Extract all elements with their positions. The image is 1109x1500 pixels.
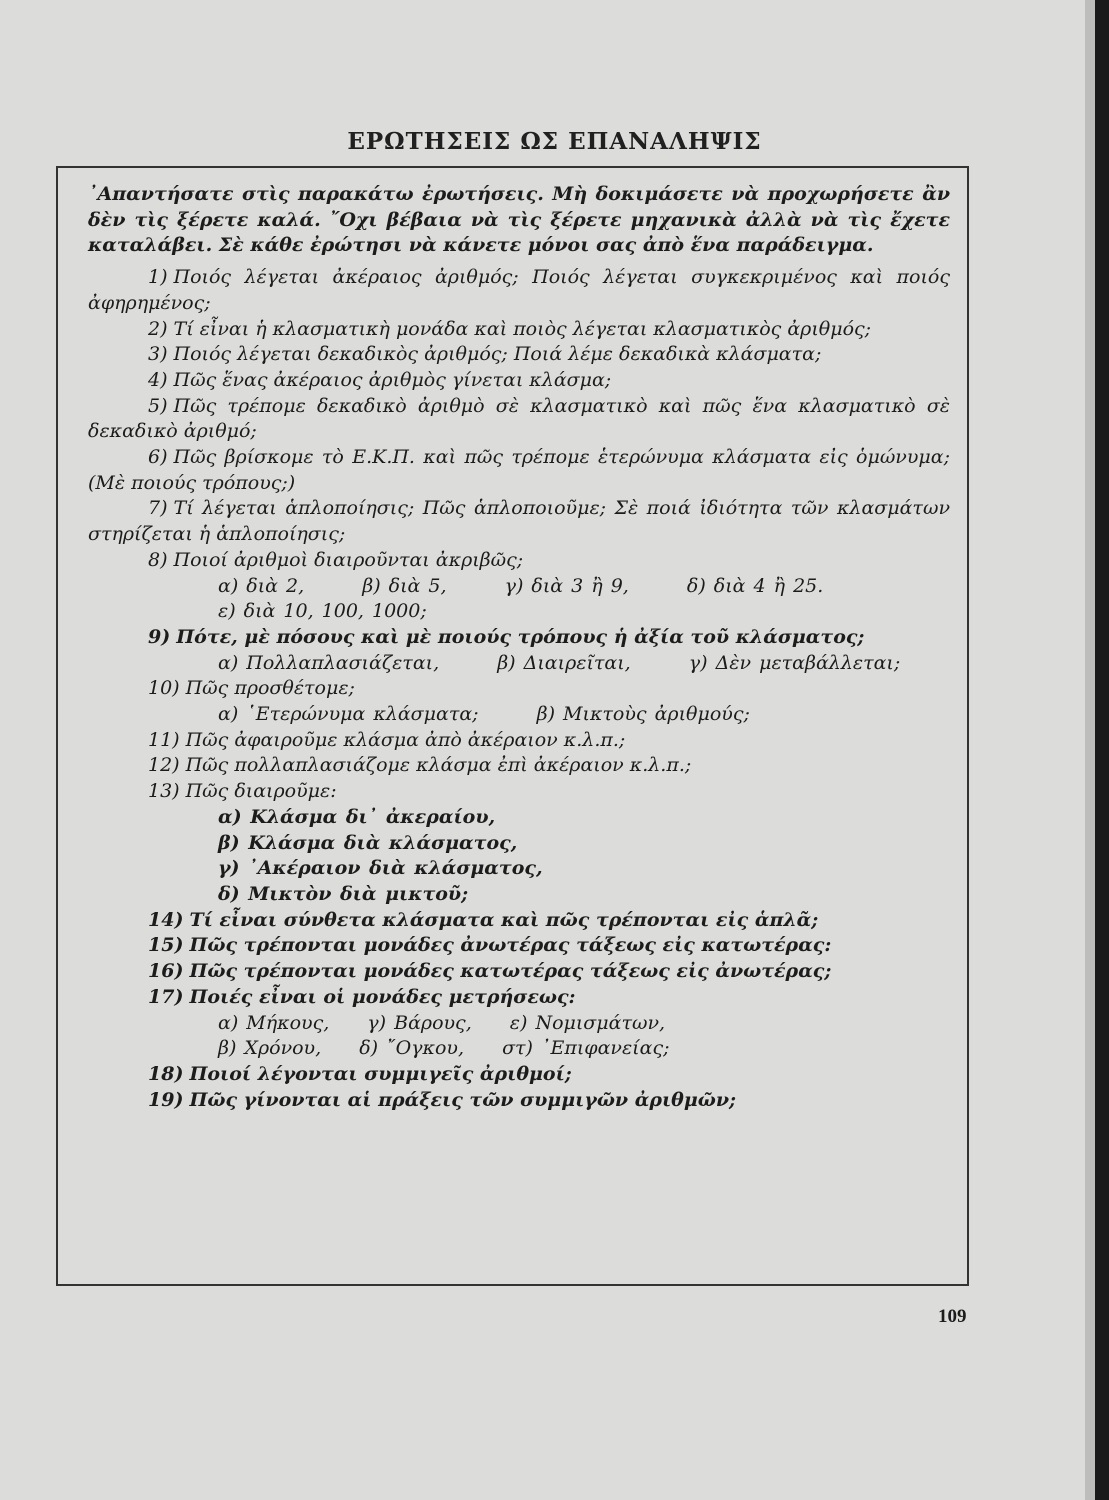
question-number: 16) — [148, 960, 184, 983]
option: δ) διὰ 4 ἢ 25. — [686, 574, 824, 597]
question-number: 1) — [148, 266, 168, 289]
page-title: ΕΡΩΤΗΣΕΙΣ ΩΣ ΕΠΑΝΑΛΗΨΙΣ — [347, 128, 762, 155]
question-14 — [88, 908, 950, 934]
q8-options-2 — [218, 599, 950, 625]
option: γ) Δὲν μεταβάλλεται; — [688, 651, 901, 674]
q17-options-row1 — [218, 1011, 950, 1037]
question-number: 5) — [148, 394, 168, 417]
question-text: Πῶς τρέπομε δεκαδικὸ ἀριθμὸ σὲ κλασματικὸ καὶ πῶς ἕνα κλασματικὸ σὲ δεκαδικὸ ἀριθμό; — [88, 394, 950, 443]
question-text: Ποιός λέγεται ἀκέραιος ἀριθμός; Ποιός λέγεται συγκεκριμένος καὶ ποιός ἀφηρημένος; — [88, 266, 950, 314]
question-5 — [88, 394, 950, 445]
question-text: Ποιοί λέγονται συμμιγεῖς ἀριθμοί; — [189, 1062, 572, 1085]
question-text: Πῶς γίνονται αἱ πράξεις τῶν συμμιγῶν ἀριθμῶν; — [189, 1088, 737, 1111]
question-number: 12) — [148, 754, 180, 777]
question-12 — [88, 753, 950, 779]
question-10 — [88, 676, 950, 702]
question-number: 15) — [148, 934, 184, 957]
question-number: 17) — [148, 985, 184, 1008]
question-19 — [88, 1088, 950, 1114]
option: ε) Νομισμάτων, — [509, 1011, 666, 1034]
question-number: 18) — [148, 1062, 184, 1085]
question-text: Πότε, μὲ πόσους καὶ μὲ ποιούς τρόπους ἡ ἀξία τοῦ κλάσματος; — [176, 625, 865, 648]
question-number: 11) — [148, 728, 180, 751]
option: α) ῾Ετερώνυμα κλάσματα; — [218, 703, 479, 726]
question-text: Ποιοί ἀριθμοὶ διαιροῦνται ἀκριβῶς; — [173, 548, 524, 571]
option: α) Πολλαπλασιάζεται, — [218, 651, 440, 674]
question-number: 19) — [148, 1088, 184, 1111]
q8-options — [218, 574, 950, 600]
question-11 — [88, 728, 950, 754]
option: γ) Βάρους, — [367, 1011, 472, 1034]
q9-options — [218, 651, 950, 677]
question-number: 3) — [148, 343, 168, 366]
question-13 — [88, 779, 950, 805]
question-text: Ποιός λέγεται δεκαδικὸς ἀριθμός; Ποιά λέμε δεκαδικὰ κλάσματα; — [173, 343, 822, 366]
question-text: Τί λέγεται ἁπλοποίησις; Πῶς ἁπλοποιοῦμε; Σὲ ποιά ἰδιότητα τῶν κλασμάτων στηρίζεται ἡ ἁπλοποίησις; — [88, 497, 950, 546]
option: γ) διὰ 3 ἢ 9, — [504, 574, 629, 597]
question-number: 6) — [148, 446, 168, 469]
intro-paragraph: ᾽Απαντήσατε στὶς παρακάτω ἐρωτήσεις. Μὴ δοκιμάσετε νὰ προχωρήσετε ἂν δὲν τὶς ξέρετε καλά. ῎Οχι βέβαια νὰ τὶς ξέρετε μηχανικὰ ἀλλὰ νὰ τὶς ἔχετε καταλάβει. Σὲ κάθε ἐρώτησι νὰ κάνετε μόνοι σας ἀπὸ ἕνα παράδειγμα. — [88, 183, 950, 257]
question-number: 2) — [148, 317, 168, 340]
option: α) Μήκους, — [218, 1011, 330, 1034]
option: β) διὰ 5, — [362, 574, 447, 597]
question-18 — [88, 1062, 950, 1088]
question-16 — [88, 959, 950, 985]
question-text: Πῶς βρίσκομε τὸ Ε.Κ.Π. καὶ πῶς τρέπομε ἑτερώνυμα κλάσματα εἰς ὁμώνυμα; (Μὲ ποιούς τρόπους;) — [88, 446, 950, 494]
questions-content — [88, 182, 950, 1113]
question-1 — [88, 265, 950, 316]
option: δ) ῎Ογκου, — [359, 1037, 465, 1060]
question-3 — [88, 342, 950, 368]
q13-option-a: α) Κλάσμα δι᾽ ἀκεραίου, — [218, 805, 496, 828]
page-number: 109 — [938, 1306, 967, 1327]
question-7 — [88, 496, 950, 547]
option: ε) διὰ 10, 100, 1000; — [218, 600, 427, 623]
q13-option-d: δ) Μικτὸν διὰ μικτοῦ; — [218, 882, 469, 905]
question-number: 4) — [148, 368, 168, 391]
question-4 — [88, 368, 950, 394]
q10-options — [218, 702, 950, 728]
option: β) Διαιρεῖται, — [497, 651, 631, 674]
question-text: Τί εἶναι ἡ κλασματικὴ μονάδα καὶ ποιὸς λέγεται κλασματικὸς ἀριθμός; — [173, 317, 872, 340]
question-2 — [88, 317, 950, 343]
question-text: Πῶς ἀφαιροῦμε κλάσμα ἀπὸ ἀκέραιον κ.λ.π.; — [185, 728, 626, 751]
question-text: Πῶς τρέπονται μονάδες κατωτέρας τάξεως εἰς ἀνωτέρας; — [189, 960, 832, 983]
option: α) διὰ 2, — [218, 574, 305, 597]
question-number: 14) — [148, 908, 184, 931]
question-number: 9) — [148, 625, 171, 648]
question-number: 7) — [148, 497, 168, 520]
question-text: Πῶς ἕνας ἀκέραιος ἀριθμὸς γίνεται κλάσμα; — [173, 368, 612, 391]
question-8 — [88, 548, 950, 574]
q13-option-c: γ) ᾽Ακέραιον διὰ κλάσματος, — [218, 857, 543, 880]
question-6 — [88, 445, 950, 496]
question-text: Πῶς πολλαπλασιάζομε κλάσμα ἐπὶ ἀκέραιον κ.λ.π.; — [185, 754, 692, 777]
question-text: Τί εἶναι σύνθετα κλάσματα καὶ πῶς τρέπονται εἰς ἁπλᾶ; — [189, 908, 819, 931]
option: β) Μικτοὺς ἀριθμούς; — [536, 703, 750, 726]
page-edge — [1095, 0, 1109, 1500]
page-shadow — [1085, 0, 1095, 1500]
question-text: Ποιές εἶναι οἱ μονάδες μετρήσεως: — [189, 985, 576, 1008]
q17-options-row2 — [218, 1036, 950, 1062]
question-number: 13) — [148, 780, 180, 803]
option: στ) ᾽Επιφανείας; — [502, 1037, 670, 1060]
option: β) Χρόνου, — [218, 1037, 322, 1060]
question-9 — [88, 625, 950, 651]
question-17 — [88, 985, 950, 1011]
question-number: 8) — [148, 548, 168, 571]
question-15 — [88, 933, 950, 959]
question-number: 10) — [148, 677, 180, 700]
question-text: Πῶς τρέπονται μονάδες ἀνωτέρας τάξεως εἰς κατωτέρας: — [189, 934, 832, 957]
q13-option-b: β) Κλάσμα διὰ κλάσματος, — [218, 831, 518, 854]
question-text: Πῶς διαιροῦμε: — [185, 780, 337, 803]
question-text: Πῶς προσθέτομε; — [185, 677, 355, 700]
